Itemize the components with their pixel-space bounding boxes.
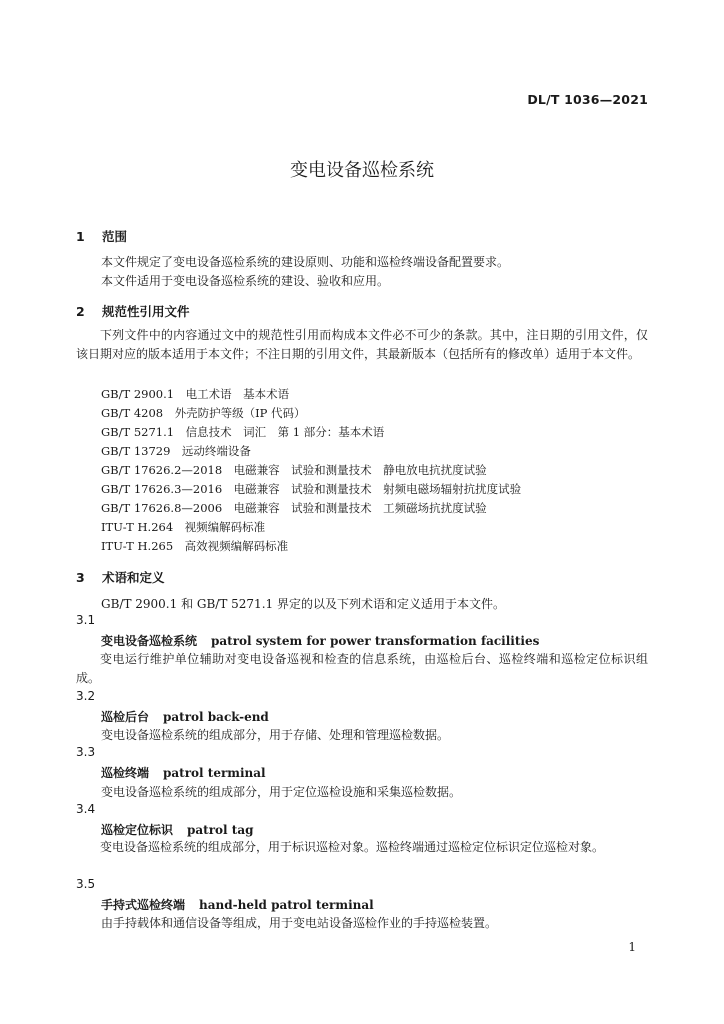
section-title: 范围 [102, 229, 128, 244]
term-definition: 变电设备巡检系统的组成部分，用于存储、处理和管理巡检数据。 [101, 728, 450, 742]
term-chinese: 手持式巡检终端 [101, 898, 186, 912]
term-english: patrol terminal [163, 766, 266, 780]
section-2-heading [76, 302, 190, 320]
term-heading [101, 632, 539, 649]
term-number: 3.4 [76, 802, 96, 816]
document-title: 变电设备巡检系统 [290, 160, 434, 181]
reference-item: GB/T 17626.8—2006 电磁兼容 试验和测量技术 工频磁场抗扰度试验 [101, 501, 487, 515]
reference-item: GB/T 5271.1 信息技术 词汇 第 1 部分：基本术语 [101, 425, 385, 439]
term-definition: 变电运行维护单位辅助对变电设备巡视和检查的信息系统，由巡检后台、巡检终端和巡检定位标识组成。 [76, 652, 648, 685]
section-number: 3 [76, 570, 85, 585]
term-definition: 变电设备巡检系统的组成部分，用于定位巡检设施和采集巡检数据。 [101, 785, 462, 799]
term-heading [101, 821, 254, 838]
term-english: patrol tag [187, 823, 254, 837]
term-heading [101, 764, 266, 781]
term-number: 3.3 [76, 745, 96, 759]
scope-paragraph-1: 本文件规定了变电设备巡检系统的建设原则、功能和巡检终端设备配置要求。 [101, 255, 510, 269]
term-number: 3.5 [76, 877, 96, 891]
section-1-heading [76, 227, 127, 245]
term-number: 3.2 [76, 689, 96, 703]
reference-item: GB/T 17626.3—2016 电磁兼容 试验和测量技术 射频电磁场辐射抗扰度试验 [101, 482, 522, 496]
term-english: patrol back-end [163, 710, 269, 724]
reference-item: GB/T 17626.2—2018 电磁兼容 试验和测量技术 静电放电抗扰度试验 [101, 463, 487, 477]
term-heading [101, 896, 374, 913]
reference-item: GB/T 2900.1 电工术语 基本术语 [101, 387, 290, 401]
scope-paragraph-2: 本文件适用于变电设备巡检系统的建设、验收和应用。 [101, 274, 390, 288]
section-title: 术语和定义 [102, 570, 165, 585]
section-3-heading [76, 568, 165, 586]
term-english: patrol system for power transformation facilities [211, 634, 540, 648]
term-heading [101, 708, 269, 725]
term-chinese: 巡检后台 [101, 710, 150, 724]
reference-item: GB/T 13729 远动终端设备 [101, 444, 251, 458]
term-chinese: 巡检定位标识 [101, 823, 174, 837]
term-chinese: 变电设备巡检系统 [101, 634, 198, 648]
section-title: 规范性引用文件 [102, 304, 190, 319]
section-number: 2 [76, 304, 85, 319]
term-english: hand-held patrol terminal [199, 898, 374, 912]
term-chinese: 巡检终端 [101, 766, 150, 780]
reference-item: ITU-T H.264 视频编解码标准 [101, 520, 266, 534]
term-number: 3.1 [76, 613, 96, 627]
standard-code: DL/T 1036—2021 [527, 92, 648, 107]
term-definition: 变电设备巡检系统的组成部分，用于标识巡检对象。巡检终端通过巡检定位标识定位巡检对象。 [100, 840, 605, 854]
terms-intro: GB/T 2900.1 和 GB/T 5271.1 界定的以及下列术语和定义适用于本文件。 [101, 597, 505, 611]
normative-references-intro: 下列文件中的内容通过文中的规范性引用而构成本文件必不可少的条款。其中，注日期的引用文件，仅该日期对应的版本适用于本文件；不注日期的引用文件，其最新版本（包括所有的修改单）适用于本文件。 [76, 328, 648, 361]
section-number: 1 [76, 229, 85, 244]
reference-item: GB/T 4208 外壳防护等级（IP 代码） [101, 406, 306, 420]
term-definition: 由手持载体和通信设备等组成，用于变电站设备巡检作业的手持巡检装置。 [101, 916, 498, 930]
reference-item: ITU-T H.265 高效视频编解码标准 [101, 539, 289, 553]
page-number: 1 [628, 940, 636, 954]
